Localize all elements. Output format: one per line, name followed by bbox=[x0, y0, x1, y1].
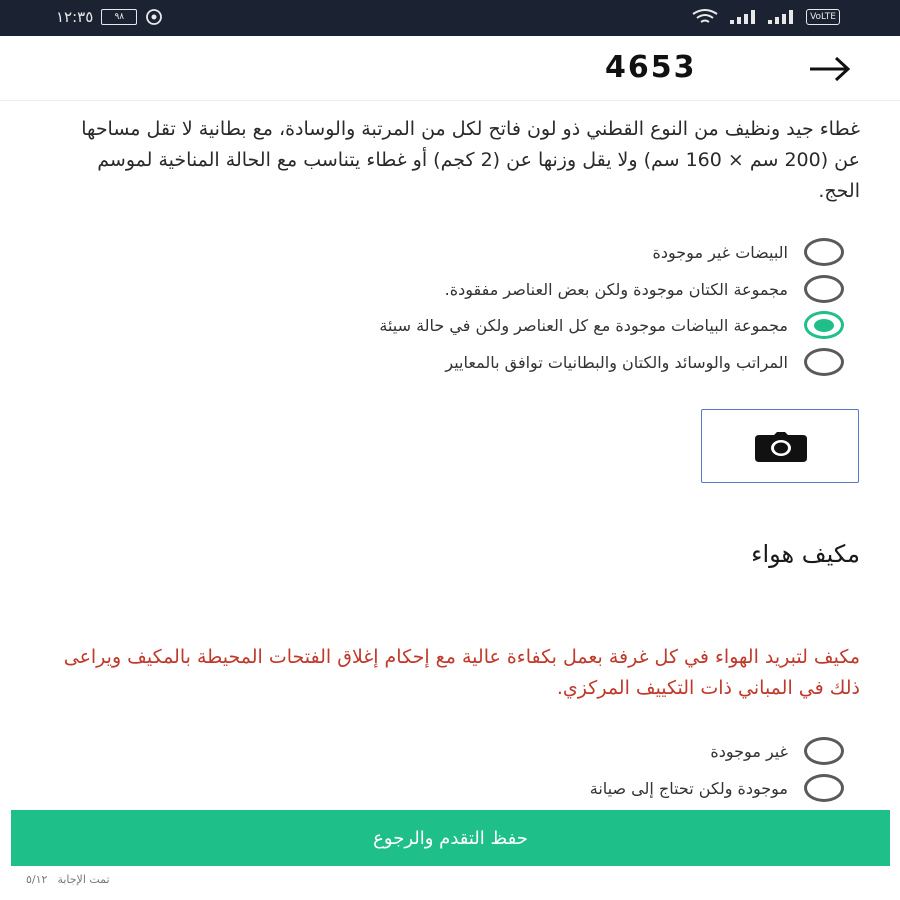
location-icon bbox=[145, 8, 163, 26]
status-bar bbox=[0, 0, 900, 36]
option-item[interactable] bbox=[590, 773, 844, 803]
camera-icon bbox=[755, 432, 807, 462]
radio-button[interactable] bbox=[804, 737, 844, 765]
progress-label: تمت الإجابة bbox=[57, 873, 110, 886]
option-label: المراتب والوسائد والكتان والبطانيات توافق بالمعايير bbox=[445, 352, 788, 372]
progress-count: ٥/١٢ bbox=[26, 873, 48, 886]
wifi-icon bbox=[692, 9, 718, 25]
radio-button[interactable] bbox=[804, 238, 844, 266]
option-item[interactable] bbox=[445, 347, 844, 377]
option-label: غير موجودة bbox=[710, 741, 788, 761]
option-label: موجودة ولكن تحتاج إلى صيانة bbox=[589, 778, 788, 798]
page-title: 4653 bbox=[605, 50, 697, 85]
option-label: مجموعة الكتان موجودة ولكن بعض العناصر مفقودة. bbox=[444, 279, 788, 299]
status-right bbox=[692, 9, 840, 25]
radio-button[interactable] bbox=[804, 774, 844, 802]
radio-button-selected[interactable] bbox=[804, 311, 844, 339]
section-title: مكيف هواء bbox=[751, 540, 860, 568]
option-label: مجموعة البياضات موجودة مع كل العناصر ولكن في حالة سيئة bbox=[379, 315, 788, 335]
radio-button[interactable] bbox=[804, 275, 844, 303]
radio-button[interactable] bbox=[804, 348, 844, 376]
option-item[interactable] bbox=[379, 310, 844, 340]
answered-progress bbox=[26, 873, 110, 886]
volte-badge: VoLTE bbox=[806, 9, 840, 25]
app-header bbox=[0, 36, 900, 101]
status-time: ١٢:٣٥ bbox=[56, 8, 94, 26]
status-left bbox=[56, 8, 163, 26]
question-text-required: مكيف لتبريد الهواء في كل غرفة بعمل بكفاءة عالية مع إحكام إغلاق الفتحات المحيطة بالمكيف ويراعى ذلك في المباني ذات التكييف المركزي. bbox=[63, 646, 860, 699]
option-item[interactable] bbox=[710, 736, 844, 766]
photo-capture-button[interactable] bbox=[701, 409, 859, 483]
signal-icon-sim1 bbox=[730, 10, 756, 24]
save-progress-button[interactable]: حفظ التقدم والرجوع bbox=[11, 810, 890, 866]
option-label: البيضات غير موجودة bbox=[652, 242, 788, 262]
battery-icon bbox=[101, 9, 137, 25]
back-arrow-icon[interactable] bbox=[808, 56, 852, 82]
signal-icon-sim2 bbox=[768, 10, 794, 24]
question-text: غطاء جيد ونظيف من النوع القطني ذو لون فاتح لكل من المرتبة والوسادة، مع بطانية لا تقل مساحها عن (200 سم × 160 سم) ولا يقل وزنها عن (2 كجم) أو غطاء يتناسب مع الحالة المناخية لموسم الحج. bbox=[81, 118, 860, 202]
option-item[interactable] bbox=[445, 274, 844, 304]
option-item[interactable] bbox=[653, 237, 844, 267]
battery-level: ٩٨ bbox=[114, 12, 125, 22]
